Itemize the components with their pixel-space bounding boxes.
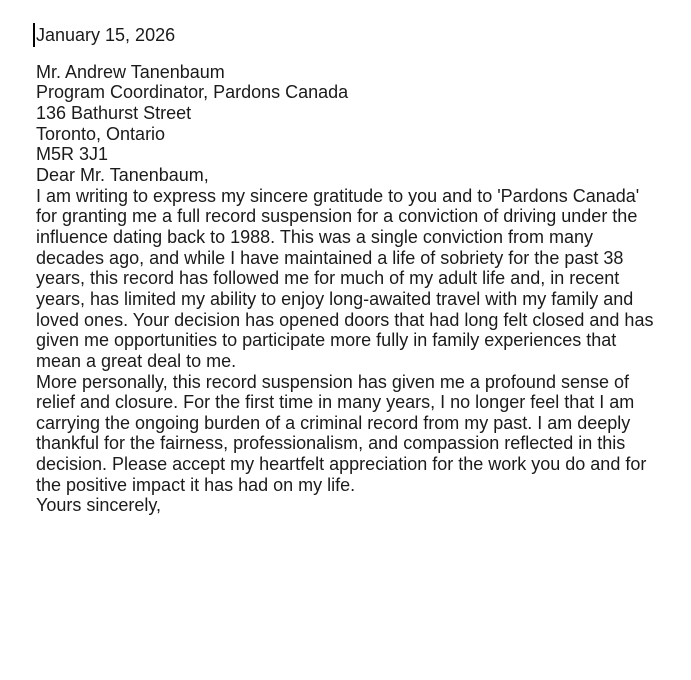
body-paragraph-1[interactable]: I am writing to express my sincere gratitude to you and to 'Pardons Canada' for granting me a full record suspension for a conviction of driving under the influence dating back to 1988. This was a single conviction from many decades ago, and while I have maintained a life of sobriety for the past 38 years, this record has followed me for much of my adult life and, in recent years, has limited my ability to enjoy long-awaited travel with my family and loved ones. Your decision has opened doors that had long felt closed and has given me opportunities to participate more fully in family experiences that mean a great deal to me. (36, 185, 654, 371)
salutation-line[interactable]: Dear Mr. Tanenbaum, (36, 164, 209, 185)
recipient-postal-code[interactable]: M5R 3J1 (36, 144, 109, 165)
recipient-address-block (36, 62, 660, 165)
body-paragraph-2[interactable]: More personally, this record suspension has given me a profound sense of relief and closure. For the first time in many years, I no longer feel that I am carrying the ongoing burden of a criminal record from my past. I am deeply thankful for the fairness, professionalism, and compassion reflected in this decision. Please accept my heartfelt appreciation for the work you do and for the positive impact it has had on my life. (36, 371, 647, 495)
recipient-name[interactable]: Mr. Andrew Tanenbaum (36, 61, 225, 82)
closing-line[interactable]: Yours sincerely, (36, 495, 162, 516)
recipient-title[interactable]: Program Coordinator, Pardons Canada (36, 82, 349, 103)
recipient-city[interactable]: Toronto, Ontario (36, 123, 166, 144)
date-line[interactable]: January 15, 2026 (36, 25, 176, 45)
letter-body (36, 25, 660, 516)
text-cursor-caret (33, 23, 35, 47)
recipient-street[interactable]: 136 Bathurst Street (36, 102, 192, 123)
